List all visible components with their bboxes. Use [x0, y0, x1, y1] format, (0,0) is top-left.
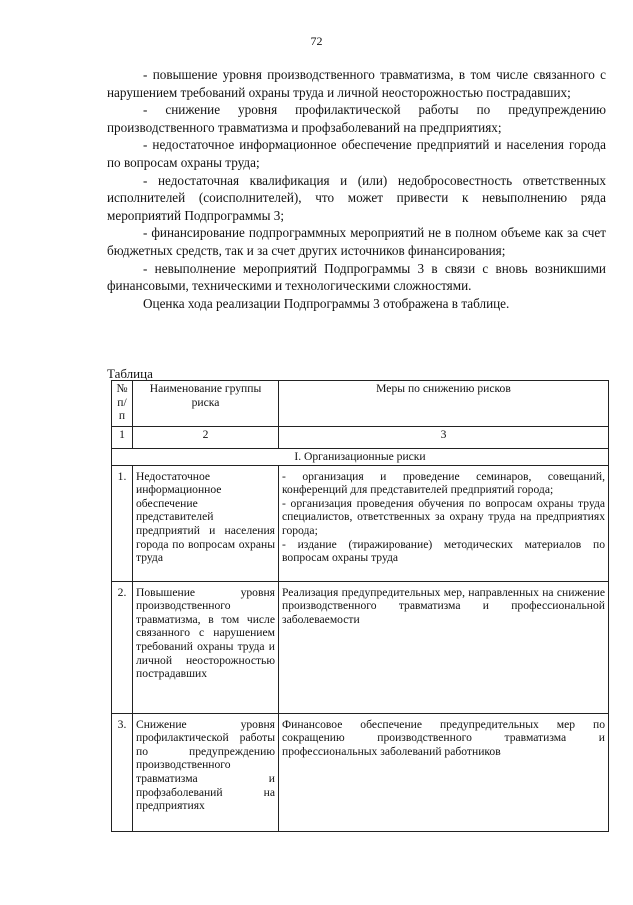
- paragraph-4: - недостаточная квалификация и (или) недобросовестность ответственных исполнителей (соисполнителей), что может привести к невыполнению ряда мероприятий Подпрограммы 3;: [107, 172, 606, 223]
- risk-table: [111, 380, 609, 832]
- header-measures: Меры по снижению рисков: [279, 381, 609, 427]
- table-caption: Таблица: [107, 366, 153, 381]
- risk-name: Недостаточное информационное обеспечение представителей предприятий и населения города по вопросам охраны труда: [133, 465, 279, 581]
- measure-item: - организация проведения обучения по вопросам охраны труда специалистов, ответственных за охрану труда на предприятиях города;: [282, 496, 605, 537]
- risk-name: Снижение уровня профилактической работы по предупреждению производственного травматизма и профзаболеваний на предприятиях: [133, 713, 279, 831]
- body-text: [107, 66, 606, 312]
- table-row: [112, 713, 609, 831]
- paragraph-3: - недостаточное информационное обеспечение предприятий и населения города по вопросам охраны труда;: [107, 137, 606, 170]
- header-num: № п/п: [112, 381, 133, 427]
- measure-item: Реализация предупредительных мер, направленных на снижение производственного травматизма и профессиональной заболеваемости: [282, 585, 605, 626]
- risk-measures: [279, 713, 609, 831]
- paragraph-2: - снижение уровня профилактической работы по предупреждению производственного травматизма и профзаболеваний на предприятиях;: [107, 102, 606, 135]
- measure-item: - издание (тиражирование) методических материалов по вопросам охраны труда: [282, 537, 605, 565]
- paragraph-summary: Оценка хода реализации Подпрограммы 3 отображена в таблице.: [143, 295, 510, 311]
- column-number-row: [112, 427, 609, 449]
- risk-measures: [279, 581, 609, 713]
- column-number-2: 2: [133, 427, 279, 449]
- measure-item: Финансовое обеспечение предупредительных мер по сокращению производственного травматизма и профессиональных заболеваний работников: [282, 717, 605, 758]
- row-number: 1.: [112, 465, 133, 581]
- section-title: I. Организационные риски: [112, 449, 609, 466]
- risk-measures: [279, 465, 609, 581]
- column-number-1: 1: [112, 427, 133, 449]
- paragraph-6: - невыполнение мероприятий Подпрограммы 3 в связи с вновь возникшими финансовыми, техническими и технологическими сложностями.: [107, 260, 606, 294]
- section-row: [112, 449, 609, 466]
- risk-name: Повышение уровня производственного травматизма, в том числе связанного с нарушением требований охраны труда и личной неосторожностью пострадавших: [133, 581, 279, 713]
- header-name: Наименование группы риска: [133, 381, 279, 427]
- row-number: 3.: [112, 713, 133, 831]
- table-header-row: [112, 381, 609, 427]
- measure-item: - организация и проведение семинаров, совещаний, конференций для представителей предприятий города;: [282, 469, 605, 497]
- paragraph-5: - финансирование подпрограммных мероприятий не в полном объеме как за счет бюджетных средств, так и за счет других источников финансирования;: [107, 225, 606, 258]
- column-number-3: 3: [279, 427, 609, 449]
- row-number: 2.: [112, 581, 133, 713]
- page-number: 72: [310, 34, 323, 48]
- table-row: [112, 581, 609, 713]
- table-row: [112, 465, 609, 581]
- paragraph-1: - повышение уровня производственного травматизма, в том числе связанного с нарушением требований охраны труда и личной неосторожностью пострадавших;: [107, 67, 606, 100]
